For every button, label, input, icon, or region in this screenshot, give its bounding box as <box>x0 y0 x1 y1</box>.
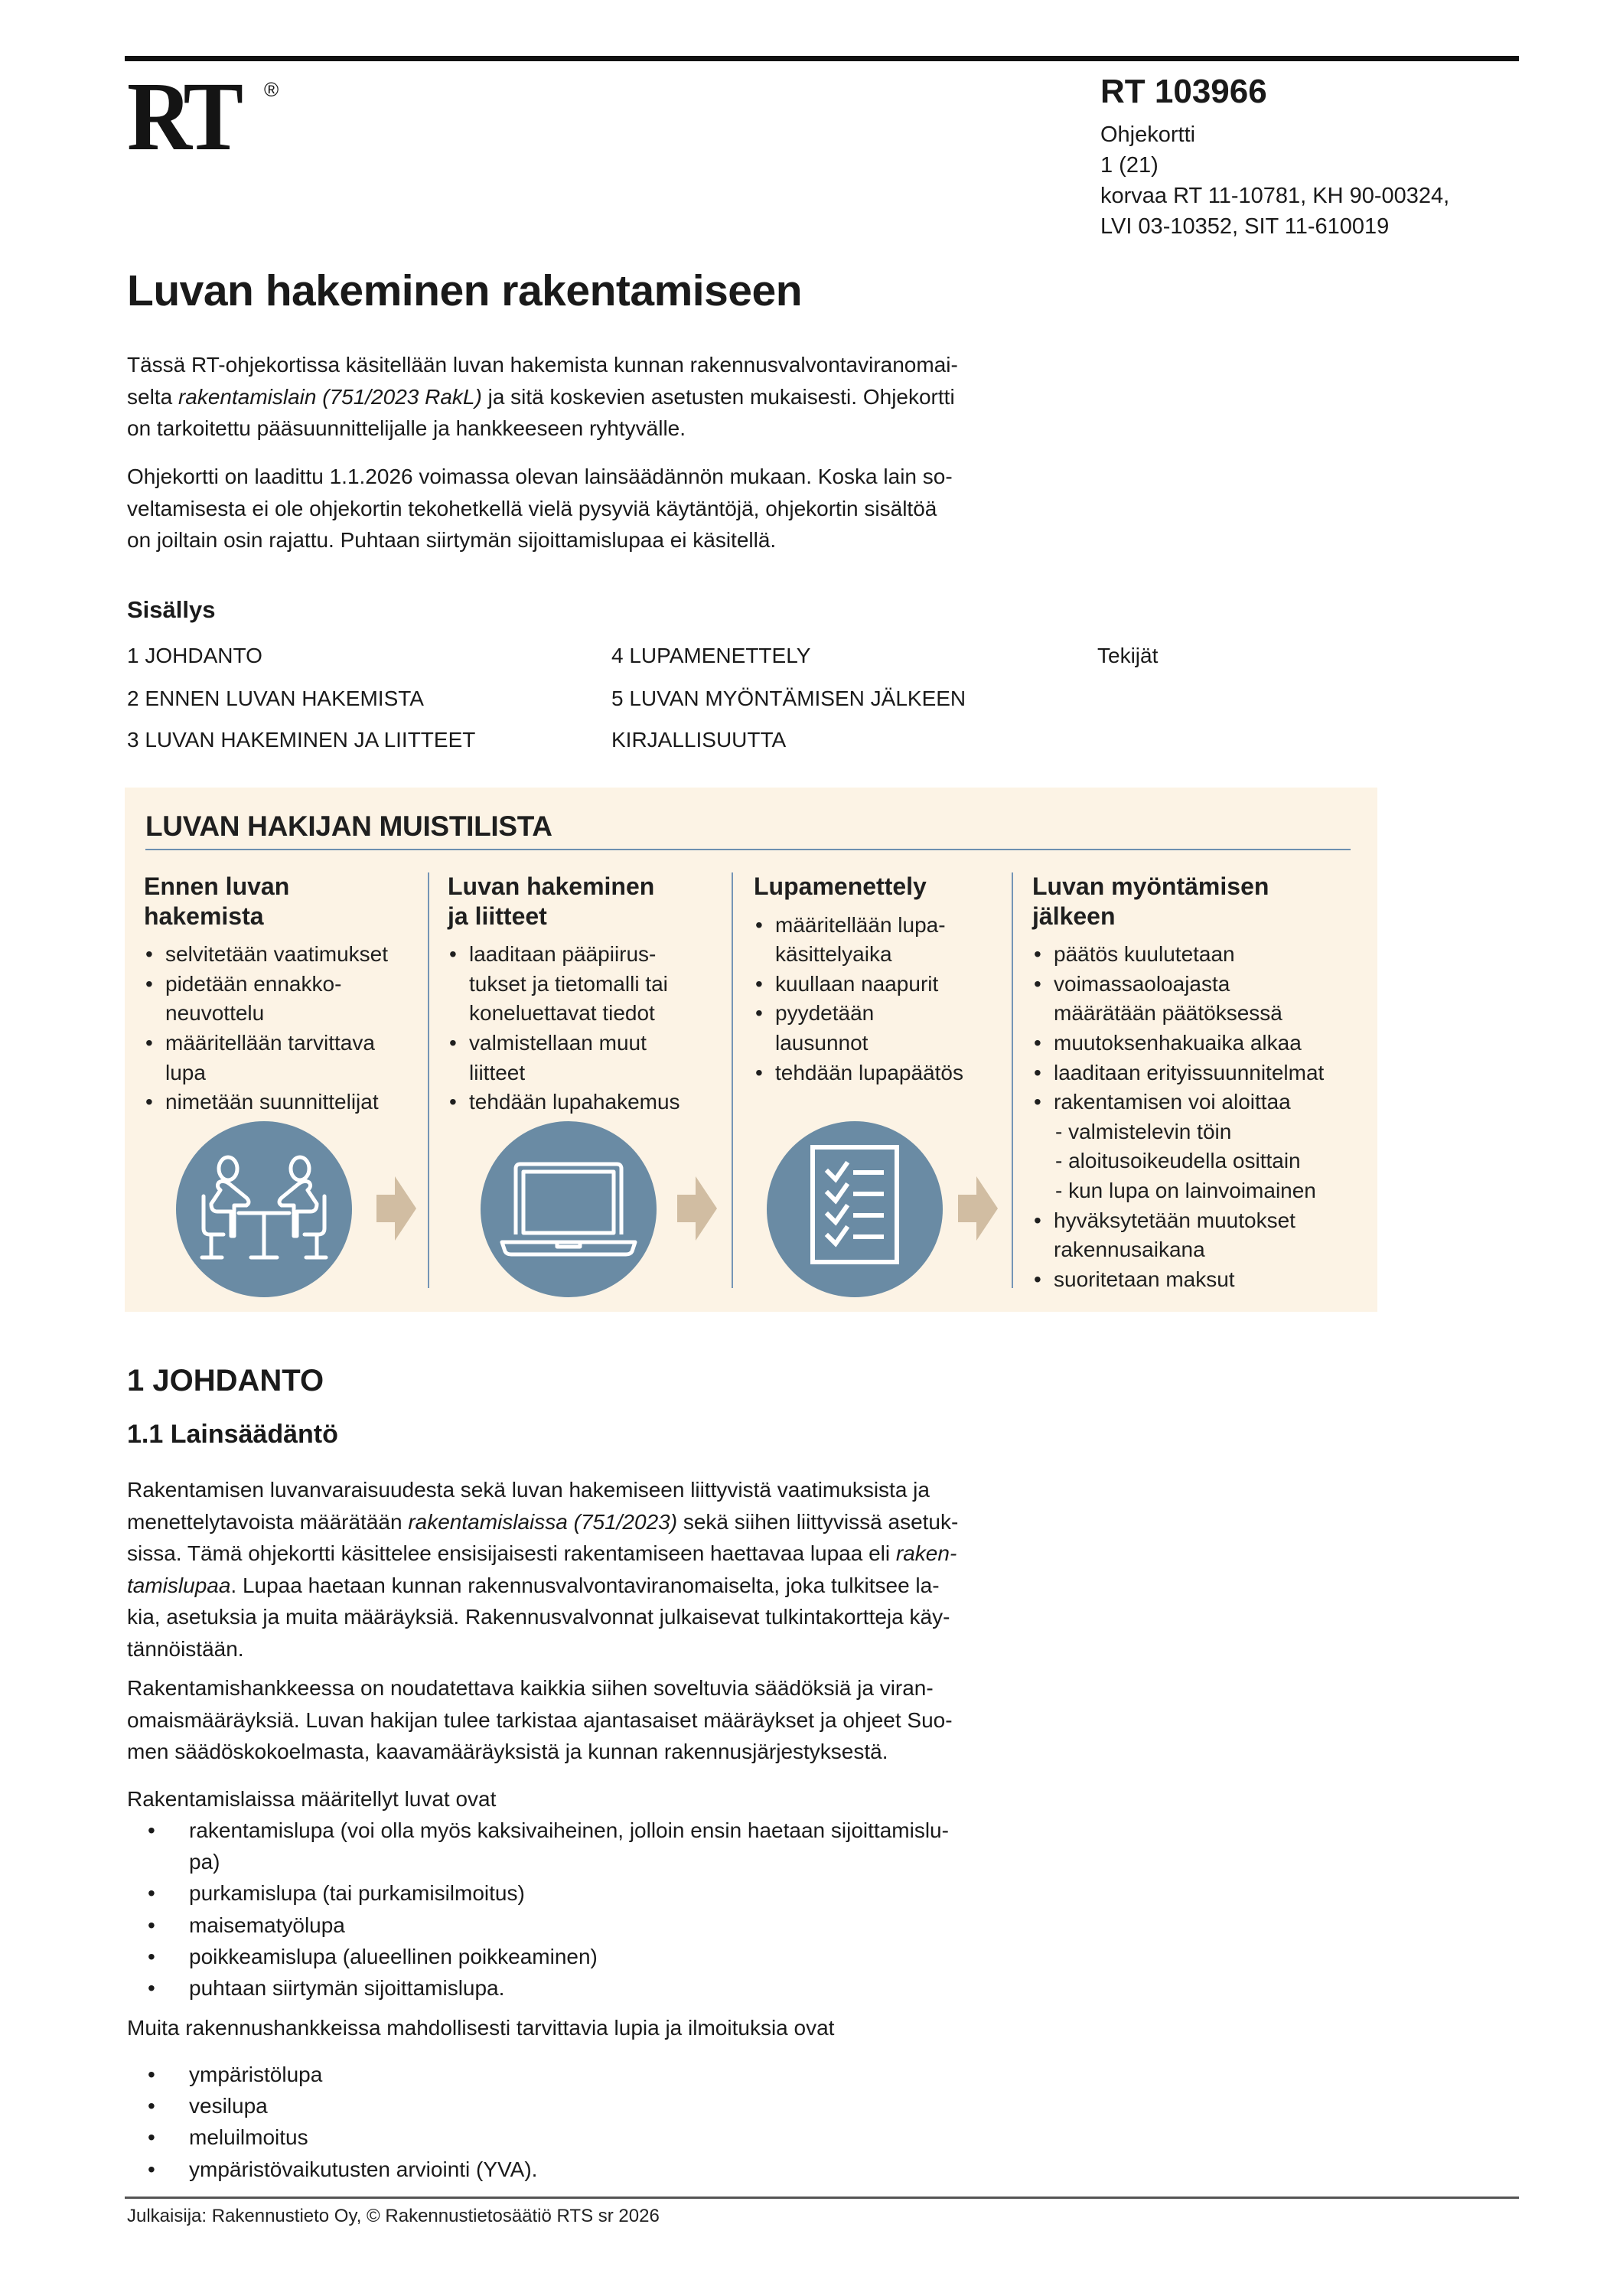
footer-rule <box>125 2197 1519 2199</box>
text-run: Rakentamisen luvanvaraisuudesta sekä luvan hakemiseen liittyvistä vaatimuksista ja <box>127 1478 930 1502</box>
checklist-item: • rakentamisen voi aloittaa <box>1032 1088 1369 1117</box>
checklist-item: • muutoksenhakuaika alkaa <box>1032 1029 1369 1058</box>
list-item: • ympäristölupa <box>127 2059 1065 2090</box>
checklist-item: • laaditaan erityissuunnitelmat <box>1032 1058 1369 1088</box>
page-number: 1 (21) <box>1100 153 1159 178</box>
checklist-icon <box>767 1121 943 1297</box>
checklist-item: • tehdään lupapäätös <box>754 1058 1006 1088</box>
column-divider <box>1012 872 1013 1288</box>
column-list <box>754 911 1006 1088</box>
list-item: • maisematyölupa <box>127 1910 1065 1941</box>
text-line <box>127 1601 1065 1633</box>
rt-logo: RT <box>127 62 238 171</box>
column-list <box>448 940 723 1117</box>
text-line: omaismääräyksiä. Luvan hakijan tulee tarkistaa ajantasaiset määräykset ja ohjeet Suo- <box>127 1707 953 1732</box>
list-item: • meluilmoitus <box>127 2122 1065 2153</box>
text-line: jälkeen <box>1032 902 1116 930</box>
text-line: Luvan myöntämisen <box>1032 872 1269 900</box>
footer-publisher: Julkaisija: Rakennustieto Oy, © Rakennustietosäätiö RTS sr 2026 <box>127 2206 660 2226</box>
text-line <box>127 1474 1065 1506</box>
column-heading <box>754 872 1006 902</box>
checklist-column-after <box>1032 872 1369 1294</box>
arrow-right-icon <box>958 1176 998 1241</box>
italic-citation: rakentamislain (751/2023 RakL) <box>178 384 482 409</box>
text-line: Ennen luvan <box>144 872 290 900</box>
toc-item[interactable]: 4 LUPAMENETTELY <box>611 644 811 667</box>
text-run: kia, asetuksia ja muita määräyksiä. Rakennusvalvonnat julkaisevat tulkintakortteja käy- <box>127 1605 950 1629</box>
text-line <box>127 1633 1065 1665</box>
checklist-item: • pidetään ennakko- neuvottelu <box>144 970 419 1029</box>
toc-item[interactable]: KIRJALLISUUTTA <box>611 728 787 752</box>
intro-paragraph-2 <box>127 461 1065 556</box>
text-run: sekä siihen liittyvissä asetuk- <box>677 1509 959 1534</box>
document-id: RT 103966 <box>1100 73 1267 110</box>
text-line: Luvan hakeminen <box>448 872 655 900</box>
checklist-item: • selvitetään vaatimukset <box>144 940 419 970</box>
text-run: selta <box>127 384 178 409</box>
checklist-item: • hyväksytetään muutokset rakennusaikana <box>1032 1206 1369 1265</box>
text-run: tännöistään. <box>127 1636 244 1661</box>
replaces-line: korvaa RT 11-10781, KH 90-00324, <box>1100 184 1450 208</box>
toc-item[interactable]: 5 LUVAN MYÖNTÄMISEN JÄLKEEN <box>611 687 966 710</box>
text-line <box>127 1506 1065 1538</box>
document-type: Ohjekortti <box>1100 122 1196 147</box>
checklist-item: • nimetään suunnittelijat <box>144 1088 419 1117</box>
column-divider <box>732 872 733 1288</box>
list-item: • puhtaan siirtymän sijoittamislupa. <box>127 1972 1065 2004</box>
italic-citation: tamislupaa <box>127 1573 231 1597</box>
meeting-icon <box>176 1121 352 1297</box>
column-heading <box>448 872 723 931</box>
section-paragraph-2 <box>127 1672 1065 1768</box>
checklist-item: • voimassaoloajasta määrätään päätöksessä <box>1032 970 1369 1029</box>
text-line <box>127 381 1065 413</box>
toc-item[interactable]: 2 ENNEN LUVAN HAKEMISTA <box>127 687 424 710</box>
permit-list <box>127 1815 1065 2004</box>
text-run: sissa. Tämä ohjekortti käsittelee ensisijaisesti rakentamiseen haettavaa lupaa eli <box>127 1541 896 1565</box>
checklist-item: • suoritetaan maksut <box>1032 1265 1369 1295</box>
column-divider <box>428 872 429 1288</box>
toc-item[interactable]: 1 JOHDANTO <box>127 644 262 667</box>
text-line: men säädöskokoelmasta, kaavamääräyksistä ja kunnan rakennusjärjestyksestä. <box>127 1740 888 1763</box>
subsection-heading: 1.1 Lainsäädäntö <box>127 1420 338 1449</box>
text-line <box>127 349 1065 381</box>
column-heading <box>1032 872 1369 931</box>
intro-paragraph-1 <box>127 349 1065 445</box>
column-list <box>144 940 419 1117</box>
column-heading <box>144 872 419 931</box>
checklist-column-procedure <box>754 872 1006 1088</box>
checklist-subitem: - valmistelevin töin <box>1055 1119 1232 1143</box>
checklist-rule <box>145 849 1351 850</box>
arrow-right-icon <box>376 1176 416 1241</box>
checklist-subitem: - kun lupa on lainvoimainen <box>1055 1178 1316 1202</box>
list-item: • vesilupa <box>127 2090 1065 2122</box>
column-list <box>1032 940 1369 1294</box>
text-line: ja liitteet <box>448 902 547 930</box>
checklist-item: • päätös kuulutetaan <box>1032 940 1369 970</box>
toc-title: Sisällys <box>127 596 216 623</box>
replaces-line: LVI 03-10352, SIT 11-610019 <box>1100 214 1390 239</box>
arrow-right-icon <box>677 1176 717 1241</box>
checklist-item: • määritellään tarvittava lupa <box>144 1029 419 1088</box>
document-meta <box>1100 119 1449 242</box>
checklist-title: LUVAN HAKIJAN MUISTILISTA <box>145 810 552 842</box>
text-line: Lupamenettely <box>754 872 927 900</box>
text-run: Tässä RT-ohjekortissa käsitellään luvan hakemista kunnan rakennusvalvontaviranomai- <box>127 353 958 377</box>
italic-citation: rakentamislaissa (751/2023) <box>408 1509 678 1534</box>
italic-citation: raken- <box>895 1541 957 1565</box>
checklist-item: • tehdään lupahakemus <box>448 1088 723 1117</box>
text-line <box>127 1570 1065 1602</box>
text-line: Rakentamishankkeessa on noudatettava kaikkia siihen soveltuvia säädöksiä ja viran- <box>127 1676 934 1700</box>
checklist-item: • pyydetään lausunnot <box>754 999 1006 1058</box>
page-title: Luvan hakeminen rakentamiseen <box>127 266 803 315</box>
text-run: ja sitä koskevien asetusten mukaisesti. Ohjekortti <box>481 384 955 409</box>
text-line <box>127 1538 1065 1570</box>
other-permits-list <box>127 2059 1065 2185</box>
list-item: • ympäristövaikutusten arviointi (YVA). <box>127 2154 1065 2185</box>
laptop-icon <box>481 1121 657 1297</box>
text-line <box>127 413 1065 445</box>
text-run: on tarkoitettu pääsuunnittelijalle ja hankkeeseen ryhtyvälle. <box>127 416 686 440</box>
checklist-item: • kuullaan naapurit <box>754 970 1006 1000</box>
top-rule <box>125 56 1519 61</box>
text-line: hakemista <box>144 902 264 930</box>
text-run: . Lupaa haetaan kunnan rakennusvalvontaviranomaiselta, joka tulkitsee la- <box>230 1573 940 1597</box>
checklist-item: • laaditaan pääpiirus- tukset ja tietomalli tai koneluettavat tiedot <box>448 940 723 1029</box>
registered-mark-icon: ® <box>264 78 279 101</box>
list-item: • purkamislupa (tai purkamisilmoitus) <box>127 1877 1065 1909</box>
list-item: • poikkeamislupa (alueellinen poikkeaminen) <box>127 1941 1065 1972</box>
section-paragraph-1 <box>127 1474 1065 1665</box>
checklist-item: • määritellään lupa- käsittelyaika <box>754 911 1006 970</box>
text-line: on joiltain osin rajattu. Puhtaan siirtymän sijoittamislupaa ei käsitellä. <box>127 528 777 552</box>
checklist-item: • valmistellaan muut liitteet <box>448 1029 723 1088</box>
permit-list-lead: Rakentamislaissa määritellyt luvat ovat <box>127 1787 497 1811</box>
text-run: menettelytavoista määrätään <box>127 1509 409 1534</box>
text-line: Ohjekortti on laadittu 1.1.2026 voimassa olevan lainsäädännön mukaan. Koska lain so- <box>127 465 953 488</box>
other-permits-lead: Muita rakennushankkeissa mahdollisesti tarvittavia lupia ja ilmoituksia ovat <box>127 2016 835 2040</box>
toc-item[interactable]: Tekijät <box>1097 644 1159 667</box>
list-item: • rakentamislupa (voi olla myös kaksivaiheinen, jolloin ensin haetaan sijoittamislu- pa) <box>127 1815 1065 1877</box>
text-line: veltamisesta ei ole ohjekortin tekohetkellä vielä pysyviä käytäntöjä, ohjekortin sisältöä <box>127 496 937 520</box>
checklist-subitem: - aloitusoikeudella osittain <box>1055 1149 1301 1173</box>
checklist-column-before <box>144 872 419 1117</box>
toc-item[interactable]: 3 LUVAN HAKEMINEN JA LIITTEET <box>127 728 476 752</box>
checklist-column-application <box>448 872 723 1117</box>
section-heading: 1 JOHDANTO <box>127 1364 324 1397</box>
